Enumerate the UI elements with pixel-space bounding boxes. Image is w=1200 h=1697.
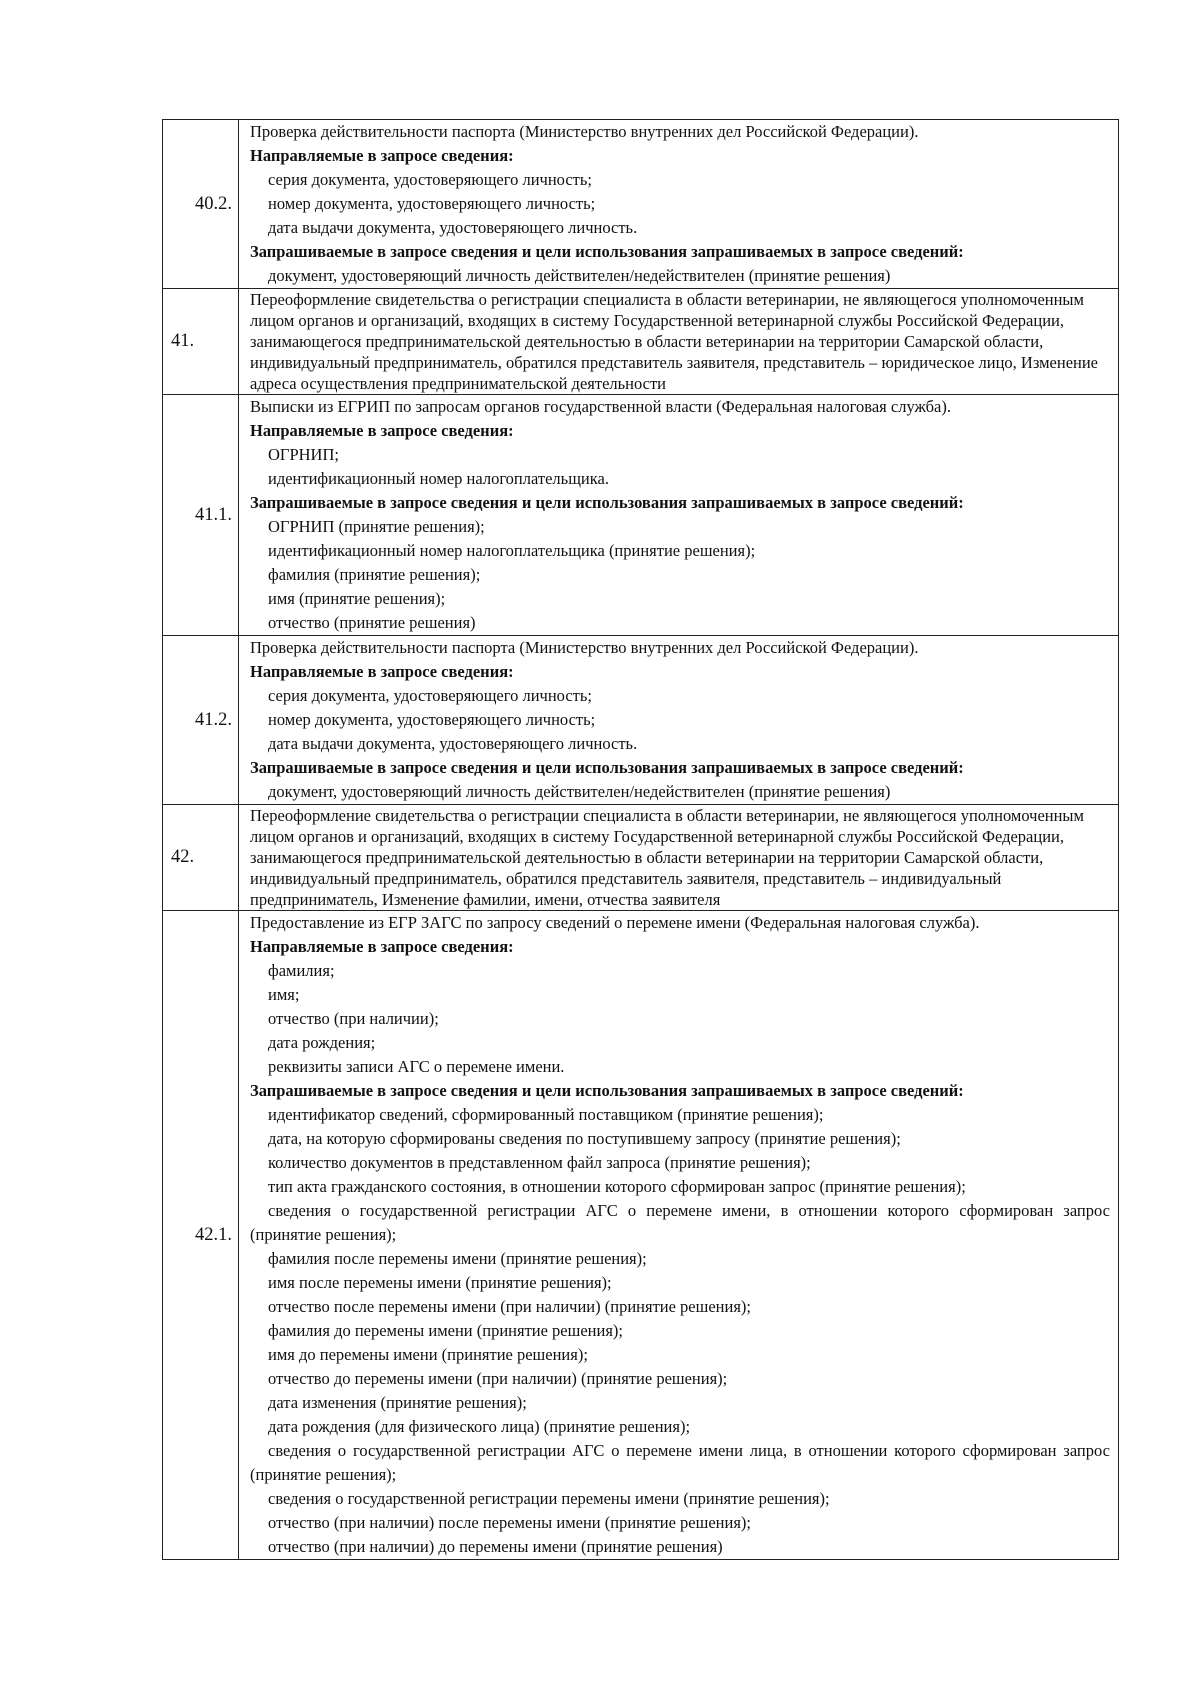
section-heading: Направляемые в запросе сведения: bbox=[250, 146, 514, 165]
row-content bbox=[239, 120, 1119, 289]
list-item: дата, на которую сформированы сведения по поступившему запросу (принятие решения); bbox=[268, 1129, 901, 1148]
section-heading: Направляемые в запросе сведения: bbox=[250, 421, 514, 440]
list-item: идентификационный номер налогоплательщика (принятие решения); bbox=[268, 541, 756, 560]
list-item: количество документов в представленном файл запроса (принятие решения); bbox=[268, 1153, 811, 1172]
section-heading: Запрашиваемые в запросе сведения и цели использования запрашиваемых в запросе сведений: bbox=[250, 758, 964, 777]
table-row bbox=[163, 289, 1119, 395]
row-number: 41.1. bbox=[163, 395, 239, 636]
list-item: дата рождения (для физического лица) (принятие решения); bbox=[268, 1417, 691, 1436]
row-number: 42. bbox=[163, 805, 239, 911]
list-item: документ, удостоверяющий личность действителен/недействителен (принятие решения) bbox=[268, 782, 891, 801]
table-row bbox=[163, 636, 1119, 805]
list-item: идентификационный номер налогоплательщика. bbox=[268, 469, 609, 488]
row-number: 40.2. bbox=[163, 120, 239, 289]
row-content bbox=[239, 636, 1119, 805]
list-item: отчество после перемены имени (при наличии) (принятие решения); bbox=[268, 1297, 751, 1316]
list-item: фамилия; bbox=[268, 961, 335, 980]
list-item: дата изменения (принятие решения); bbox=[268, 1393, 527, 1412]
request-title: Проверка действительности паспорта (Министерство внутренних дел Российской Федерации). bbox=[250, 638, 919, 657]
list-item: ОГРНИП (принятие решения); bbox=[268, 517, 485, 536]
list-item: сведения о государственной регистрации перемены имени (принятие решения); bbox=[268, 1489, 830, 1508]
list-item: имя после перемены имени (принятие решения); bbox=[268, 1273, 612, 1292]
document-table bbox=[162, 119, 1119, 1560]
list-item: сведения о государственной регистрации АГС о перемене имени лица, в отношении которого сформирован запрос (принятие решения); bbox=[250, 1441, 1110, 1484]
row-content bbox=[239, 289, 1119, 395]
request-title: Выписки из ЕГРИП по запросам органов государственной власти (Федеральная налоговая служба). bbox=[250, 397, 951, 416]
list-item: ОГРНИП; bbox=[268, 445, 339, 464]
list-item: номер документа, удостоверяющего личность; bbox=[268, 710, 596, 729]
list-item: дата рождения; bbox=[268, 1033, 376, 1052]
row-content bbox=[239, 911, 1119, 1560]
list-item: серия документа, удостоверяющего личность; bbox=[268, 170, 592, 189]
list-item: имя до перемены имени (принятие решения); bbox=[268, 1345, 588, 1364]
section-heading: Запрашиваемые в запросе сведения и цели использования запрашиваемых в запросе сведений: bbox=[250, 1081, 964, 1100]
section-heading: Направляемые в запросе сведения: bbox=[250, 662, 514, 681]
section-heading: Запрашиваемые в запросе сведения и цели использования запрашиваемых в запросе сведений: bbox=[250, 493, 964, 512]
table-row bbox=[163, 395, 1119, 636]
list-item: реквизиты записи АГС о перемене имени. bbox=[268, 1057, 565, 1076]
list-item: фамилия (принятие решения); bbox=[268, 565, 481, 584]
table-row bbox=[163, 911, 1119, 1560]
document-table-body bbox=[163, 120, 1119, 1560]
row-number: 41. bbox=[163, 289, 239, 395]
row-number: 42.1. bbox=[163, 911, 239, 1560]
request-title: Проверка действительности паспорта (Министерство внутренних дел Российской Федерации). bbox=[250, 122, 919, 141]
list-item: отчество (при наличии) до перемены имени (принятие решения) bbox=[268, 1537, 723, 1556]
table-row bbox=[163, 805, 1119, 911]
list-item: имя (принятие решения); bbox=[268, 589, 446, 608]
section-heading: Направляемые в запросе сведения: bbox=[250, 937, 514, 956]
section-heading: Запрашиваемые в запросе сведения и цели использования запрашиваемых в запросе сведений: bbox=[250, 242, 964, 261]
service-description: Переоформление свидетельства о регистрации специалиста в области ветеринарии, не являющегося уполномоченным лицом органов и организаций, входящих в систему Государственной ветеринарной службы Российской Федерации, занимающегося предпринимательской деятельностью в области ветеринарии на территории Самарской области, индивидуальный предприниматель, обратился представитель заявителя, представитель – индивидуальный предприниматель, Изменение фамилии, имени, отчества заявителя bbox=[250, 806, 1084, 909]
row-number: 41.2. bbox=[163, 636, 239, 805]
list-item: отчество (принятие решения) bbox=[268, 613, 476, 632]
row-content bbox=[239, 395, 1119, 636]
list-item: отчество до перемены имени (при наличии) (принятие решения); bbox=[268, 1369, 728, 1388]
request-title: Предоставление из ЕГР ЗАГС по запросу сведений о перемене имени (Федеральная налоговая служба). bbox=[250, 913, 980, 932]
table-row bbox=[163, 120, 1119, 289]
service-description: Переоформление свидетельства о регистрации специалиста в области ветеринарии, не являющегося уполномоченным лицом органов и организаций, входящих в систему Государственной ветеринарной службы Российской Федерации, занимающегося предпринимательской деятельностью в области ветеринарии на территории Самарской области, индивидуальный предприниматель, обратился представитель заявителя, представитель – юридическое лицо, Изменение адреса осуществления предпринимательской деятельности bbox=[250, 290, 1099, 393]
list-item: имя; bbox=[268, 985, 300, 1004]
list-item: идентификатор сведений, сформированный поставщиком (принятие решения); bbox=[268, 1105, 824, 1124]
list-item: номер документа, удостоверяющего личность; bbox=[268, 194, 596, 213]
list-item: дата выдачи документа, удостоверяющего личность. bbox=[268, 734, 638, 753]
list-item: отчество (при наличии) после перемены имени (принятие решения); bbox=[268, 1513, 751, 1532]
list-item: отчество (при наличии); bbox=[268, 1009, 439, 1028]
list-item: фамилия до перемены имени (принятие решения); bbox=[268, 1321, 623, 1340]
list-item: документ, удостоверяющий личность действителен/недействителен (принятие решения) bbox=[268, 266, 891, 285]
row-content bbox=[239, 805, 1119, 911]
list-item: дата выдачи документа, удостоверяющего личность. bbox=[268, 218, 638, 237]
list-item: фамилия после перемены имени (принятие решения); bbox=[268, 1249, 647, 1268]
list-item: серия документа, удостоверяющего личность; bbox=[268, 686, 592, 705]
list-item: тип акта гражданского состояния, в отношении которого сформирован запрос (принятие решения); bbox=[268, 1177, 966, 1196]
list-item: сведения о государственной регистрации АГС о перемене имени, в отношении которого сформирован запрос (принятие решения); bbox=[250, 1201, 1110, 1244]
